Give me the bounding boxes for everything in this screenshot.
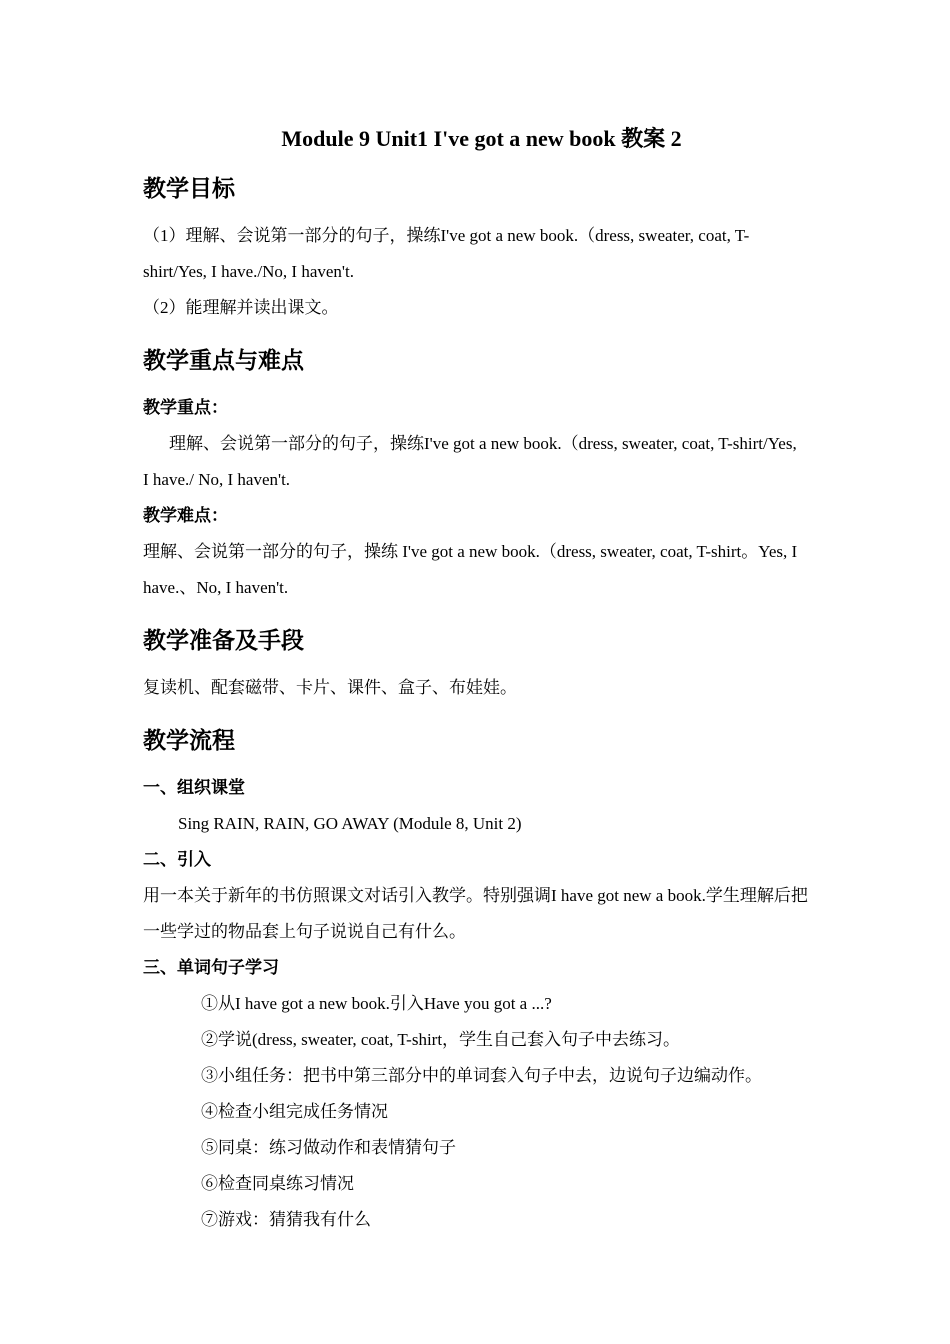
objectives-line-1: （1）理解、会说第一部分的句子，操练I've got a new book.（dress, sweater, coat, T-: [143, 226, 750, 245]
difficult-points-line-1: 理解、会说第一部分的句子，操练 I've got a new book.（dress, sweater, coat, T-shirt。Yes, I: [143, 542, 798, 561]
preparation-line-1: 复读机、配套磁带、卡片、课件、盒子、布娃娃。: [143, 678, 517, 697]
process-step3-label: 三、单词句子学习: [143, 958, 279, 977]
difficult-points-label: 教学难点：: [143, 506, 228, 525]
process-step3-item-5: ⑤同桌：练习做动作和表情猜句子: [201, 1138, 456, 1157]
process-step2-label: 二、引入: [143, 850, 211, 869]
difficult-points-line-2: have.、No, I haven't.: [143, 578, 289, 597]
process-step3-item-7: ⑦游戏：猜猜我有什么: [201, 1210, 371, 1229]
key-points-label: 教学重点：: [143, 398, 228, 417]
process-step1-line: Sing RAIN, RAIN, GO AWAY (Module 8, Unit 2): [178, 814, 522, 833]
objectives-line-2: shirt/Yes, I have./No, I haven't.: [143, 262, 354, 281]
section-heading-key-difficult: 教学重点与难点: [143, 348, 304, 373]
section-heading-preparation: 教学准备及手段: [143, 628, 304, 653]
process-step3-item-2: ②学说(dress, sweater, coat, T-shirt，学生自己套入句子中去练习。: [201, 1030, 681, 1049]
objectives-line-3: （2）能理解并读出课文。: [143, 298, 339, 317]
process-step1-label: 一、组织课堂: [143, 778, 245, 797]
process-step2-line-1: 用一本关于新年的书仿照课文对话引入教学。特别强调I have got new a book.学生理解后把: [143, 886, 808, 905]
process-step3-item-1: ①从I have got a new book.引入Have you got a ...?: [201, 994, 552, 1013]
section-heading-process: 教学流程: [143, 728, 235, 753]
process-step3-item-3: ③小组任务：把书中第三部分中的单词套入句子中去，边说句子边编动作。: [201, 1066, 762, 1085]
process-step3-item-6: ⑥检查同桌练习情况: [201, 1174, 354, 1193]
key-points-line-1: 理解、会说第一部分的句子，操练I've got a new book.（dress, sweater, coat, T-shirt/Yes,: [169, 434, 797, 453]
section-heading-objectives: 教学目标: [143, 176, 235, 201]
document-title: Module 9 Unit1 I've got a new book 教案 2: [281, 126, 682, 151]
process-step2-line-2: 一些学过的物品套上句子说说自己有什么。: [143, 922, 466, 941]
key-points-line-2: I have./ No, I haven't.: [143, 470, 291, 489]
process-step3-item-4: ④检查小组完成任务情况: [201, 1102, 388, 1121]
